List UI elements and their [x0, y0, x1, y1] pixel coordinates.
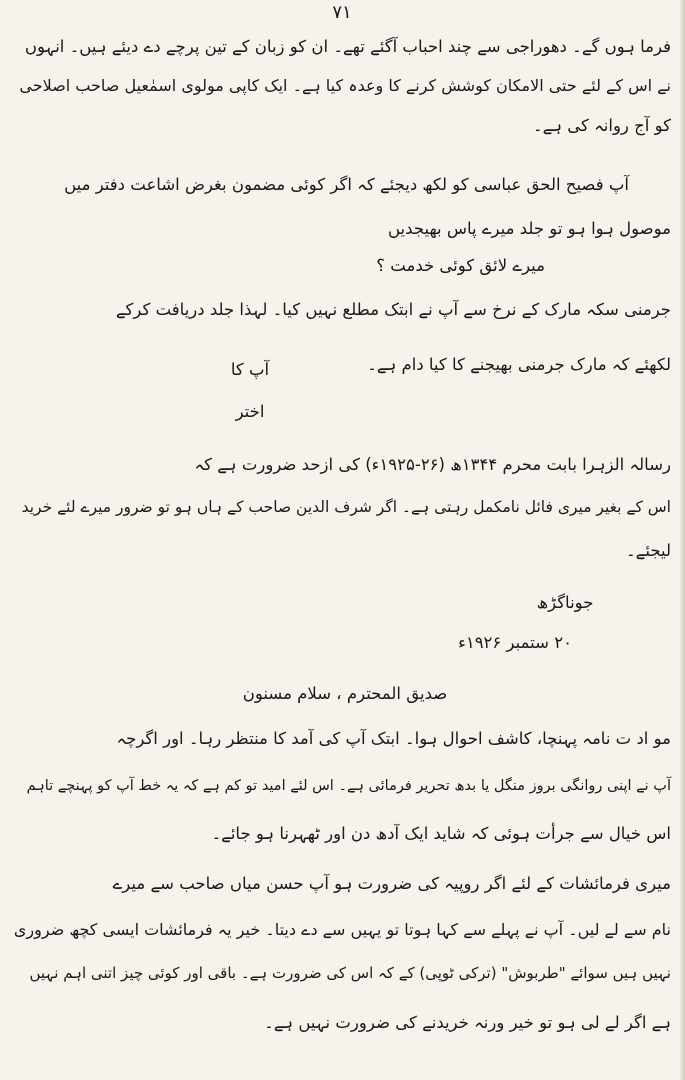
para6-line-2: نام سے لے لیں۔ آپ نے پہلے سے کہا ہوتا تو یہیں سے دے دیتا۔ خیر یہ فرمائشات ایسی کچھ ضروری	[13, 920, 671, 939]
para1-line-1: فرما ہوں گے۔ دھوراجی سے چند احباب آگئے تھے۔ ان کو زبان کے تین پرچے دے دیئے ہیں۔ انہوں	[24, 37, 671, 56]
para4-line-2: اس کے بغیر میری فائل نامکمل رہتی ہے۔ اگر شرف الدین صاحب کے ہاں ہو تو ضرور میرے لئے خرید	[21, 498, 671, 516]
para1-line-2: نے اس کے لئے حتی الامکان کوشش کرنے کا وعدہ کیا ہے۔ ایک کاپی مولوی اسمٰعیل صاحب اصلاحی	[19, 76, 671, 95]
para2-line-1: آپ فصیح الحق عباسی کو لکھ دیجئے کہ اگر کوئی مضمون بغرض اشاعت دفتر میں	[64, 175, 629, 194]
para3-line-1: جرمنی سکہ مارک کے نرخ سے آپ نے ابتک مطلع نہیں کیا۔ لہذا جلد دریافت کرکے	[115, 300, 671, 319]
para4-line-3: لیجئے۔	[626, 541, 671, 560]
para6-line-3: نہیں ہیں سوائے "طربوش" (ترکی ٹوپی) کے کہ اس کی ضرورت ہے۔ باقی اور کوئی چیز اتنی اہم نہیں	[29, 964, 671, 982]
page-number: ۷۱	[332, 2, 352, 23]
para6-line-1: میری فرمائشات کے لئے اگر روپیہ کی ضرورت ہو آپ حسن میاں صاحب سے میرے	[112, 874, 671, 893]
letter-place: جوناگڑھ	[536, 593, 594, 612]
para3-line-2: لکھئے کہ مارک جرمنی بھیجنے کا کیا دام ہے۔	[367, 355, 671, 374]
para2-line-2: موصول ہوا ہو تو جلد میرے پاس بھیجدیں	[388, 219, 671, 238]
letter-date: ۲۰ ستمبر ۱۹۲۶ء	[458, 633, 572, 652]
para6-line-4: ہے اگر لے لی ہو تو خیر ورنہ خریدنے کی ضرورت نہیں ہے۔	[264, 1013, 671, 1032]
para5-line-3: اس خیال سے جرأت ہوئی کہ شاید ایک آدھ دن اور ٹھہرنا ہو جائے۔	[211, 824, 671, 843]
para5-line-2: آپ نے اپنی روانگی بروز منگل یا بدھ تحریر فرمائی ہے۔ اس لئے امید تو کم ہے کہ یہ خط آپ کو پہنچے تاہم	[26, 778, 671, 794]
para4-line-1: رسالہ الزہرا بابت محرم ۱۳۴۴ھ (۲۶-۱۹۲۵ء) کی ازحد ضرورت ہے کہ	[194, 455, 671, 474]
para5-line-1: مو اد ت نامہ پہنچا، کاشف احوال ہوا۔ ابتک آپ کی آمد کا منتظر رہا۔ اور اگرچہ	[116, 729, 671, 748]
para1-line-3: کو آج روانہ کی ہے۔	[533, 116, 671, 135]
page-edge-shadow	[679, 0, 685, 1080]
signature-closing: آپ کا	[230, 360, 270, 379]
signature-name: اختر	[235, 402, 265, 421]
para2-line-3: میرے لائق کوئی خدمت ؟	[376, 256, 545, 275]
letter-salutation: صدیق المحترم ، سلام مسنون	[242, 684, 448, 703]
